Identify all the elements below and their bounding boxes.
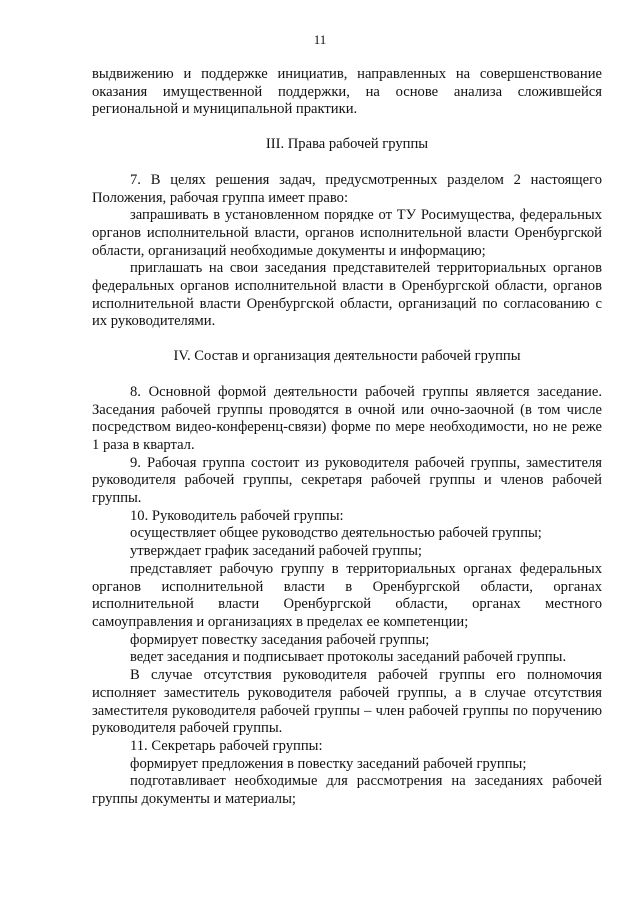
right-item-1: запрашивать в установленном порядке от ТУ Росимущества, федеральных органов исполнительной власти, органов исполнительной власти Оренбургской области, организаций необходимые документы и информацию; [92, 207, 602, 259]
p10-item: утверждает график заседаний рабочей группы; [130, 543, 422, 560]
p10-item: представляет рабочую группу в территориальных органах федеральных органов исполнительной власти в Оренбургской области, органах исполнительной власти Оренбургской области, органах местного самоуправления и организациях в пределах ее компетенции; [92, 560, 602, 630]
document-body [92, 66, 602, 809]
p10-absence-paragraph: В случае отсутствия руководителя рабочей группы его полномочия исполняет заместитель руководителя рабочей группы, а в случае отсутствия заместителя руководителя рабочей группы – член рабочей группы по поручению руководителя рабочей группы. [92, 667, 602, 737]
p11-item: подготавливает необходимые для рассмотрения на заседаниях рабочей группы документы и материалы; [92, 773, 602, 808]
p11-item: формирует предложения в повестку заседаний рабочей группы; [130, 755, 527, 772]
paragraph-10: 10. Руководитель рабочей группы: [130, 507, 344, 524]
intro-paragraph: выдвижению и поддержке инициатив, направленных на совершенствование оказания имущественной поддержки, на основе анализа сложившейся региональной и муниципальной практики. [92, 66, 602, 118]
paragraph-7: 7. В целях решения задач, предусмотренных разделом 2 настоящего Положения, рабочая группа имеет право: [92, 171, 602, 206]
page-number: 11 [313, 32, 327, 47]
paragraph-8: 8. Основной формой деятельности рабочей группы является заседание. Заседания рабочей группы проводятся в очной или очно-заочной (в том числе посредством видео-конференц-связи) форме по мере необходимости, но не реже 1 раза в квартал. [92, 383, 602, 453]
section-3-heading: III. Права рабочей группы [265, 136, 429, 153]
p10-item: формирует повестку заседания рабочей группы; [130, 631, 430, 648]
p10-item: ведет заседания и подписывает протоколы заседаний рабочей группы. [130, 649, 567, 666]
paragraph-11: 11. Секретарь рабочей группы: [130, 737, 323, 754]
p10-item: осуществляет общее руководство деятельностью рабочей группы; [130, 525, 542, 542]
paragraph-9: 9. Рабочая группа состоит из руководителя рабочей группы, заместителя руководителя рабочей группы, секретаря рабочей группы и членов рабочей группы. [92, 454, 602, 507]
right-item-2: приглашать на свои заседания представителей территориальных органов федеральных органов исполнительной власти в Оренбургской области, органов исполнительной власти Оренбургской области, организаций по согласованию с их руководителями. [92, 260, 602, 330]
section-4-heading: IV. Состав и организация деятельности рабочей группы [173, 348, 521, 365]
